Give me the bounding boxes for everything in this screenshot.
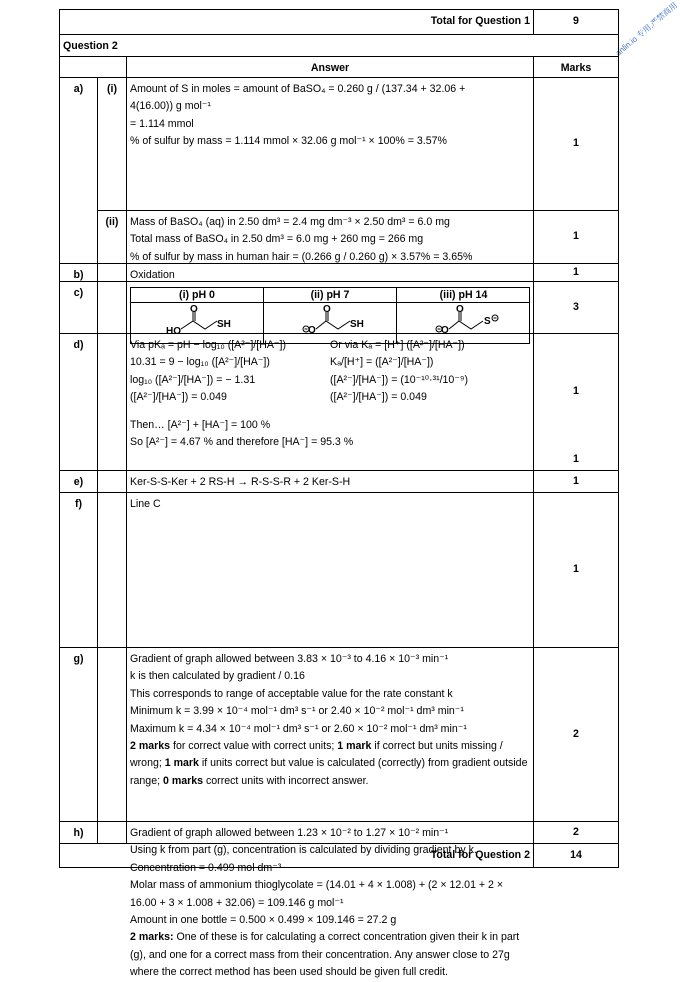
atom-label: O [323,304,331,315]
sub-label-a-i: (i) [98,78,127,211]
answer-b: Oxidation [127,264,534,282]
thioglycolic-acid-structure [131,303,264,337]
row-label-a: a) [59,78,98,264]
row-label-d: d) [59,334,98,471]
marks-b: 1 [534,264,619,282]
atom-label: O [308,325,316,336]
total-q2-label: Total for Question 2 [59,844,534,868]
answer-line: Amount in one bottle = 0.500 × 0.499 × 109.146 = 27.2 g [130,914,397,927]
answer-line: 4(16.00)) g mol⁻¹ [130,100,211,113]
answer-d-1 [127,334,534,450]
answer-c [127,282,534,337]
dianion-structure [397,303,530,337]
row-label-c: c) [59,282,98,334]
answer-line: ([A²⁻]/[HA⁻]) = (10⁻¹⁰·³¹/10⁻⁹) [330,373,468,386]
answer-g [127,648,534,822]
atom-label: HO [166,326,181,337]
marks-h: 2 [534,822,619,844]
answer-header: Answer [127,57,534,78]
answer-line: Or via Kₐ = [H⁺] ([A²⁻]/[HA⁻]) [330,339,465,351]
answer-line: Amount of S in moles = amount of BaSO₄ = 0.260 g / (137.34 + 32.06 + [130,83,466,95]
structure-heading: (ii) pH 7 [264,288,396,303]
answer-line: Mass of BaSO₄ (aq) in 2.50 dm³ = 2.4 mg dm⁻³ × 2.50 dm³ = 6.0 mg [130,216,450,228]
answer-line: So [A²⁻] = 4.67 % and therefore [HA⁻] = 95.3 % [130,436,354,449]
answer-line: Kₐ/[H⁺] = ([A²⁻]/[HA⁻]) [330,356,434,369]
marks-a-i: 1 [534,78,619,211]
atom-label: O [456,304,464,315]
marks-a-ii: 1 [534,211,619,264]
answer-a-i [127,78,534,211]
row-label-b: b) [59,264,98,282]
row-label-e: e) [59,471,98,493]
marking-note: 2 marks: One of these is for calculating a correct concentration given their k in part (g), and one for a correct mass from their concentration. Any answer close to 27g where the correct method has been used should be given full credit. [130,931,520,979]
answer-line: This corresponds to range of acceptable value for the rate constant k [130,687,453,700]
answer-line: Gradient of graph allowed between 1.23 × 10⁻² to 1.27 × 10⁻² min⁻¹ [130,827,449,839]
answer-line: Gradient of graph allowed between 3.83 × 10⁻³ to 4.16 × 10⁻³ min⁻¹ [130,653,449,665]
answer-line: % of sulfur by mass = 1.114 mmol × 32.06 g mol⁻¹ × 100% = 3.57% [130,135,447,148]
row-label-h: h) [59,822,98,844]
marks-f: 1 [534,493,619,648]
atom-label: O [441,325,449,336]
answer-line: log₁₀ ([A²⁻]/[HA⁻]) = − 1.31 [130,373,256,386]
answer-line: % of sulfur by mass in human hair = (0.266 g / 0.260 g) × 3.57% = 3.65% [130,250,473,263]
answer-e: Ker-S-S-Ker + 2 RS-H → R-S-S-R + 2 Ker-S-H [127,471,534,493]
answer-line: Via pKₐ = pH − log₁₀ ([A²⁻]/[HA⁻]) [130,339,286,351]
row-label-f: f) [59,493,98,648]
watermark: anlin.io 专用,严禁商用 [614,0,680,58]
total-q1-marks: 9 [534,9,619,35]
answer-line: ([A²⁻]/[HA⁻]) = 0.049 [130,391,227,404]
marks-d-1: 1 [534,334,619,450]
answer-line: Molar mass of ammonium thioglycolate = (14.01 + 4 × 1.008) + (2 × 12.01 + 2 × 16.00 + 3 × 1.008 + 32.06) = 109.146 g mol⁻¹ [130,879,504,909]
answer-line: Then… [A²⁻] + [HA⁻] = 100 % [130,418,271,431]
answer-line: Minimum k = 3.99 × 10⁻⁴ mol⁻¹ dm³ s⁻¹ or 2.40 × 10⁻² mol⁻¹ dm³ min⁻¹ [130,705,464,718]
marks-d-2: 1 [534,450,619,471]
atom-label: O [190,304,198,315]
answer-line: = 1.114 mmol [130,117,194,130]
structure-heading: (iii) pH 14 [397,288,530,303]
answer-line: k is then calculated by gradient / 0.16 [130,670,305,683]
answer-f: Line C [127,493,534,648]
answer-line: Maximum k = 4.34 × 10⁻⁴ mol⁻¹ dm³ s⁻¹ or 2.60 × 10⁻² mol⁻¹ dm³ min⁻¹ [130,722,467,735]
answer-line: Total mass of BaSO₄ in 2.50 dm³ = 6.0 mg + 260 mg = 266 mg [130,233,424,246]
row-label-g: g) [59,648,98,822]
atom-label: SH [217,319,231,330]
answer-line: 10.31 = 9 − log₁₀ ([A²⁻]/[HA⁻]) [130,356,270,369]
total-q2-marks: 14 [534,844,619,868]
marking-note: 2 marks for correct value with correct units; 1 mark if correct but units missing / wrong; 1 mark if units correct but value is calculated (correctly) from gradient outside range; 0 marks correct units with incorrect answer. [130,740,528,787]
atom-label: S [484,316,491,327]
sub-label-a-ii: (ii) [98,211,127,264]
answer-line: Using k from part (g), concentration is calculated by dividing gradient by k. [130,844,477,857]
marks-c: 3 [534,282,619,334]
marks-e: 1 [534,471,619,493]
answer-line: ([A²⁻]/[HA⁻]) = 0.049 [330,391,427,404]
answer-line: Concentration = 0.499 mol dm⁻³ [130,861,282,874]
marks-g: 2 [534,648,619,822]
total-q1-label: Total for Question 1 [59,9,534,35]
question-title: Question 2 [59,35,619,57]
answer-a-ii [127,211,534,264]
mark-scheme-table [59,9,619,979]
structure-heading: (i) pH 0 [131,288,263,303]
thioglycolate-structure [264,303,397,337]
marks-header: Marks [534,57,619,78]
atom-label: SH [350,319,364,330]
